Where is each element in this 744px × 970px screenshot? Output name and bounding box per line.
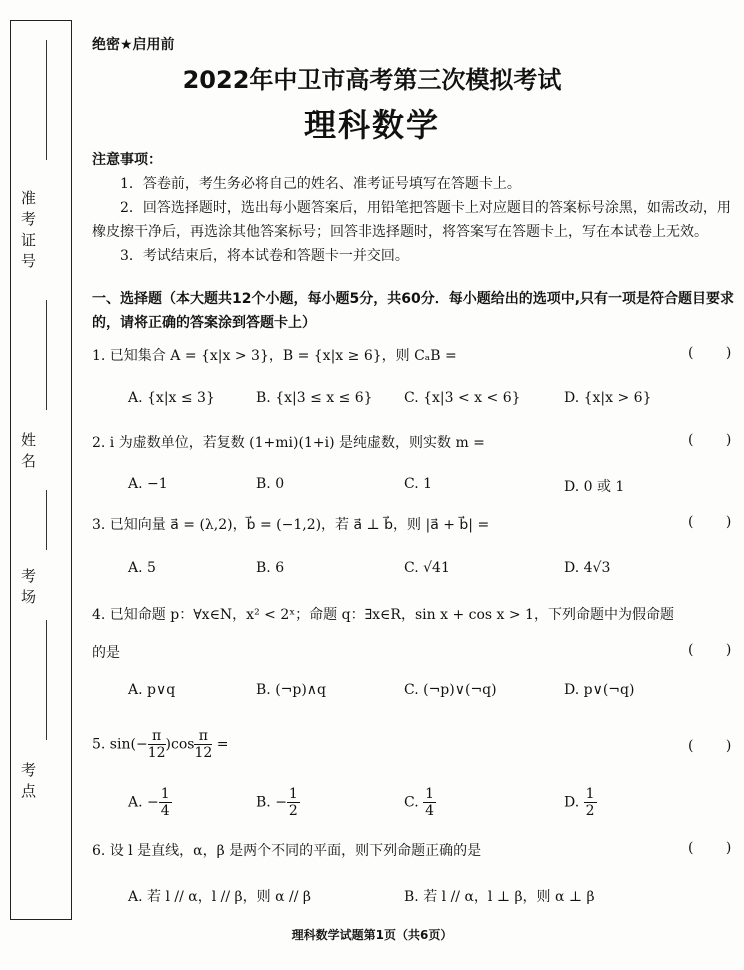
question-2-stem: 2. i 为虚数单位，若复数 (1+mi)(1+i) 是纯虚数，则实数 m = (92, 435, 485, 451)
denominator: 2 (585, 803, 595, 819)
fraction (148, 728, 166, 761)
denominator: 12 (194, 745, 213, 761)
q2-option-c: C. 1 (404, 476, 433, 492)
q4-option-a: A. p∨q (128, 682, 176, 698)
question-1-stem: 1. 已知集合 A = {x|x > 3}，B = {x|x ≥ 6}，则 CₐB = (92, 348, 457, 364)
q1-option-a: A. {x|x ≤ 3} (128, 390, 215, 406)
exam-room-label: 考场 (19, 568, 37, 610)
question-5-stem (92, 728, 652, 761)
q5-text: 5. sin(− (92, 736, 148, 753)
denominator: 2 (288, 803, 298, 819)
q4-option-c: C. (¬p)∨(¬q) (404, 682, 497, 698)
secret-mark: 绝密★启用前 (92, 37, 175, 53)
answer-paren: ( ) (688, 738, 732, 754)
answer-paren: ( ) (688, 840, 732, 856)
option-label: B. − (256, 794, 287, 811)
q6-option-a: A. 若 l // α，l // β，则 α // β (128, 889, 311, 905)
q6-option-b: B. 若 l // α，l ⊥ β，则 α ⊥ β (404, 889, 595, 905)
fraction (584, 786, 597, 819)
fraction (194, 728, 212, 761)
name-line (46, 300, 47, 410)
exam-site-label: 考点 (19, 762, 37, 804)
q5-text: = (212, 736, 229, 753)
q2-option-b: B. 0 (256, 476, 285, 492)
notice-title: 注意事项： (92, 152, 162, 168)
q2-option-a: A. −1 (128, 476, 168, 492)
section-heading: 一、选择题（本大题共12个小题，每小题5分，共60分．每小题给出的选项中,只有一项是符合题目要求的，请将正确的答案涂到答题卡上） (92, 291, 735, 331)
option-label: D. (564, 794, 580, 811)
notice-item: 3．考试结束后，将本试卷和答题卡一并交回。 (120, 248, 409, 264)
denominator: 4 (425, 803, 435, 819)
numerator: 1 (585, 786, 595, 802)
fraction (287, 786, 300, 819)
numerator: 1 (288, 786, 298, 802)
q5-option-b (256, 786, 300, 819)
q2-option-d: D. 0 或 1 (564, 479, 625, 495)
fraction (159, 786, 172, 819)
exam-site-line (46, 620, 47, 740)
numerator: π (148, 728, 166, 745)
q4-option-d: D. p∨(¬q) (564, 682, 635, 698)
notice-block (92, 148, 740, 268)
q5-text: )cos (165, 736, 195, 753)
q5-option-a (128, 786, 172, 819)
exam-title: 2022年中卫市高考第三次模拟考试 (182, 66, 562, 94)
notice-item: 1．答卷前，考生务必将自己的姓名、准考证号填写在答题卡上。 (120, 176, 521, 192)
option-label: C. (404, 794, 419, 811)
exam-room-line (46, 490, 47, 550)
denominator: 12 (147, 745, 166, 761)
notice-item: 2．回答选择题时，选出每小题答案后，用铅笔把答题卡上对应题目的答案标号涂黑，如需改动，用橡皮擦干净后，再选涂其他答案标号；回答非选择题时，将答案写在答题卡上，写在本试卷上无效。 (92, 200, 731, 240)
question-3-stem: 3. 已知向量 a⃗ = (λ,2)，b⃗ = (−1,2)，若 a⃗ ⊥ b⃗，则 |a⃗ + b⃗| = (92, 517, 490, 533)
answer-paren: ( ) (688, 345, 732, 361)
q4-option-b: B. (¬p)∧q (256, 682, 327, 698)
exam-subtitle: 理科数学 (303, 106, 440, 144)
answer-paren: ( ) (688, 642, 732, 658)
answer-paren: ( ) (688, 432, 732, 448)
option-label: A. − (128, 794, 159, 811)
page-footer: 理科数学试题第1页（共6页） (291, 928, 453, 942)
question-4-stem: 4. 已知命题 p：∀x∈N，x² < 2ˣ；命题 q：∃x∈R，sin x + cos x > 1，下列命题中为假命题 (92, 607, 674, 623)
q5-option-c (404, 786, 436, 819)
denominator: 4 (160, 803, 170, 819)
q5-option-d (564, 786, 597, 819)
numerator: π (194, 728, 212, 745)
q1-option-d: D. {x|x > 6} (564, 390, 652, 406)
q3-option-a: A. 5 (128, 560, 156, 576)
name-label: 姓名 (19, 432, 37, 474)
q3-option-c: C. √41 (404, 560, 450, 576)
q3-option-b: B. 6 (256, 560, 285, 576)
q1-option-b: B. {x|3 ≤ x ≤ 6} (256, 390, 373, 406)
numerator: 1 (160, 786, 170, 802)
q1-option-c: C. {x|3 < x < 6} (404, 390, 521, 406)
q3-option-d: D. 4√3 (564, 560, 611, 576)
fraction (423, 786, 436, 819)
exam-number-label: 准考证号 (19, 190, 37, 274)
answer-paren: ( ) (688, 514, 732, 530)
question-4-stem-continued: 的是 (92, 645, 120, 661)
question-6-stem: 6. 设 l 是直线，α，β 是两个不同的平面，则下列命题正确的是 (92, 843, 482, 859)
numerator: 1 (425, 786, 435, 802)
